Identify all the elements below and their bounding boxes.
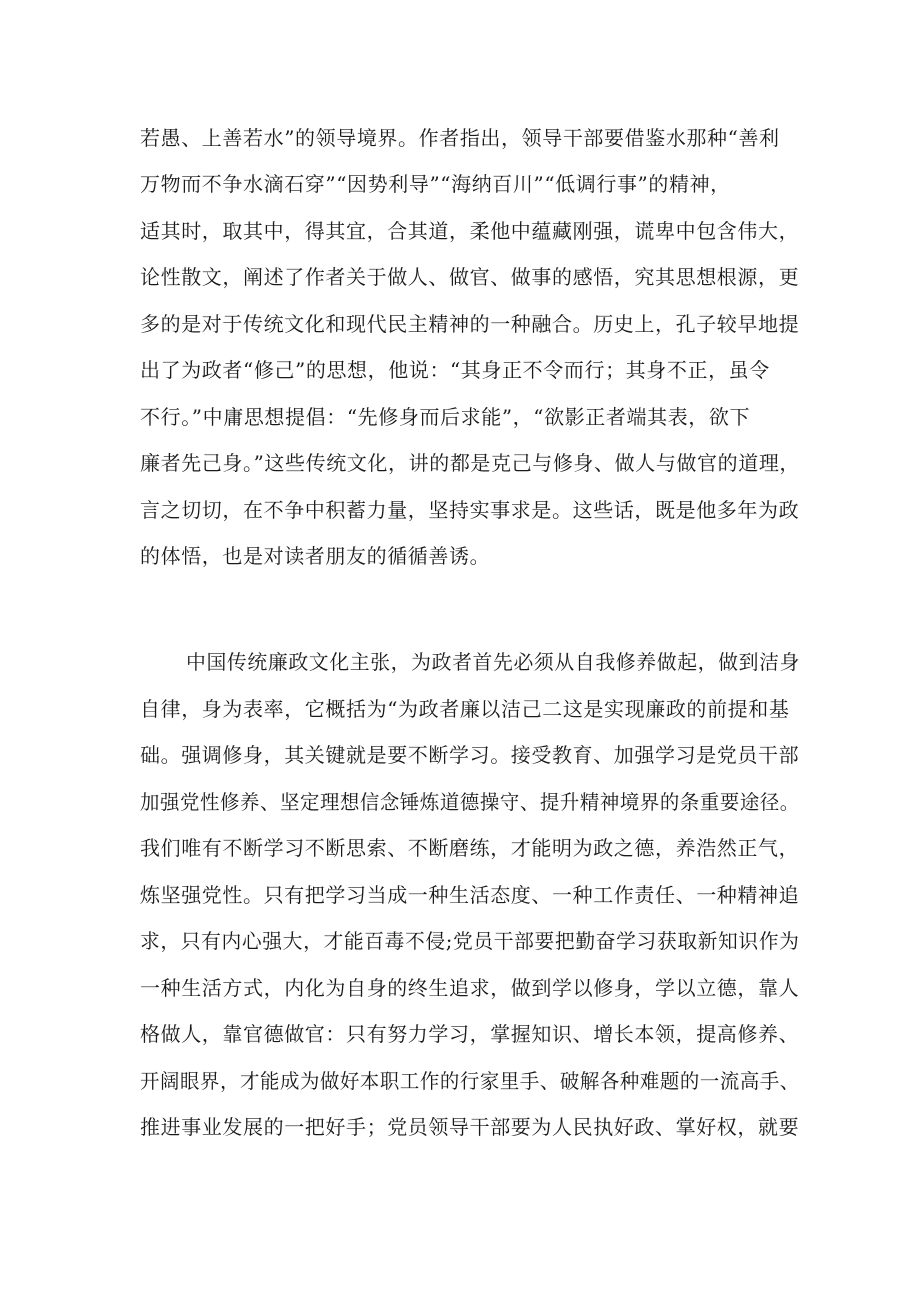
text-line: 廉者先己身。”这些传统文化，讲的都是克己与修身、做人与做官的道理， (140, 451, 801, 475)
text-line: 万物而不争水滴石穿”“因势利导”“海纳百川”“低调行事”的精神， (140, 172, 731, 196)
text-line: 推进事业发展的一把好手；党员领导干部要为人民执好政、掌好权，就要 (140, 1115, 800, 1139)
text-line: 若愚、上善若水”的领导境界。作者指出，领导干部要借鉴水那种“善利 (140, 126, 780, 150)
text-line: 求，只有内心强大，才能百毒不侵;党员干部要把勤奋学习获取新知识作为 (140, 929, 800, 953)
text-line: 开阔眼界，才能成为做好本职工作的行家里手、破解各种难题的一流高手、 (140, 1069, 800, 1093)
text-line: 言之切切，在不争中积蓄力量，坚持实事求是。这些话，既是他多年为政 (140, 498, 800, 522)
text-line: 我们唯有不断学习不断思索、不断磨练，才能明为政之德，养浩然正气， (140, 836, 800, 860)
text-line: 适其时，取其中，得其宜，合其道，柔他中蕴藏刚强，谎卑中包含伟大， (140, 219, 800, 243)
text-line: 的体悟，也是对读者朋友的循循善诱。 (140, 544, 491, 568)
text-line: 加强党性修养、坚定理想信念锤炼道德操守、提升精神境界的条重要途径。 (140, 790, 800, 814)
text-line: 格做人，靠官德做官：只有努力学习，掌握知识、增长本领，提高修养、 (140, 1022, 800, 1046)
text-line: 一种生活方式，内化为自身的终生追求，做到学以修身，学以立德，靠人 (140, 976, 800, 1000)
text-line: 不行。”中庸思想提倡：“先修身而后求能”，“欲影正者端其表，欲下 (140, 405, 751, 429)
text-line: 出了为政者“修己”的思想，他说：“其身正不令而行；其身不正，虽令 (140, 358, 770, 382)
text-line: 论性散文，阐述了作者关于做人、做官、做事的感悟，究其思想根源，更 (140, 265, 800, 289)
text-line: 多的是对于传统文化和现代民主精神的一种融合。历史上，孔子较早地提 (140, 312, 800, 336)
text-line: 中国传统廉政文化主张，为政者首先必须从自我修养做起，做到洁身 (186, 650, 800, 674)
text-line: 炼坚强党性。只有把学习当成一种生活态度、一种工作责任、一种精神追 (140, 883, 800, 907)
text-line: 础。强调修身，其关键就是要不断学习。接受教育、加强学习是党员干部 (140, 743, 800, 767)
text-line: 自律，身为表率，它概括为“为政者廉以洁己二这是实现廉政的前提和基 (140, 697, 790, 721)
